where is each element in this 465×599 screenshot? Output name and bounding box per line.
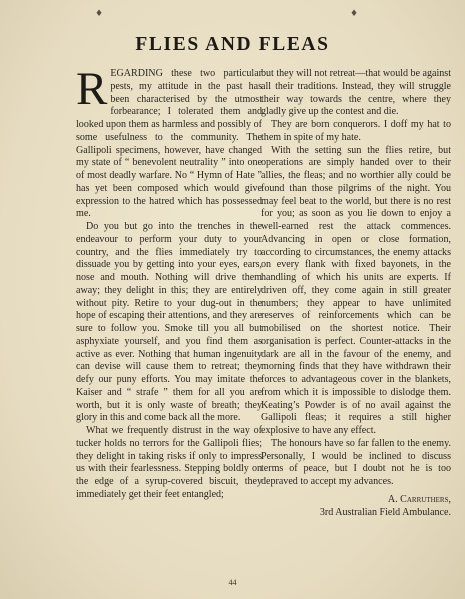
- paragraph: The honours have so far fallen to the enemy. Personally, I would be inclined to discuss terms of peace, but I doubt not he is too depraved to accept my advances.: [261, 437, 451, 487]
- article-title: FLIES AND FLEAS: [135, 34, 330, 55]
- right-column: [261, 68, 451, 519]
- paragraph: They are born conquerors. I doff my hat to them in spite of my hate.: [261, 119, 451, 143]
- ornament-diamond-icon: ♦: [350, 9, 359, 19]
- paragraph: Do you but go into the trenches in the endeavour to perform your duty to your country, and the flies immediately try to dissuade you by getting into your eyes, ears, nose and mouth. Nothing will drive them away; they delight in this; they are entirely without pity. Retire to your dug-out in the hope of escaping their attentions, and they are sure to follow you. Smoke till you all but asphyxiate yourself, and you find them as active as ever. Nothing that human ingenuity can devise will cause them to retreat; they defy our puny efforts. You may imitate the Kaiser and “ strafe ” them for all you are worth, but it is only waste of breath; they glory in this and come back all the more.: [76, 221, 262, 424]
- left-column: [76, 63, 262, 502]
- paragraph: [76, 63, 262, 221]
- drop-cap: R: [76, 63, 108, 115]
- paragraph: With the setting sun the flies retire, but operations are simply handed over to their allies, the fleas; and no worthier ally could be found than those pilgrims of the night. You may feel beat to the world, but there is no rest for you; as soon as you lie down to enjoy a well-earned rest the attack commences. Advancing in open or close formation, according to circumstances, the enemy attacks on every flank with fixed bayonets, in the handling of which his units are experts. If driven off, they come again in still greater numbers; they appear to have unlimited reserves of reinforcements which can be mobilised on the shortest notice. Their organisation is perfect. Counter-attacks in the dark are all in the favour of the enemy, and morning finds that they have withdrawn their forces to advantageous cover in the blankets, from which it is impossible to dislodge them. Keating’s Powder is of no avail against the Gallipoli fleas; it requires a still higher explosive to have any effect.: [261, 144, 451, 436]
- ornament-diamond-icon: ♦: [95, 9, 104, 19]
- paragraph: but they will not retreat—that would be against all their traditions. Instead, they will struggle their way towards the centre, where they gladly give up the contest and die.: [261, 68, 452, 118]
- paragraph: What we frequently distrust in the way of tucker holds no terrors for the Gallipoli flies; they delight in taking risks if only to impress us with their fearlessness. Stepping boldly on the edge of a syrup-covered biscuit, they immediately get their feet entangled;: [76, 425, 262, 500]
- paragraph-text: EGARDING these two particular pests, my attitude in the past has been characterised by the utmost forbearance; I tolerated them and looked upon them as harmless and possibly of some usefulness to the community. The Gallipoli specimens, however, have changed my state of “ benevolent neutrality ” into one of most deadly warfare. No “ Hymn of Hate ” has yet been composed which would give expression to the hatred which has possessed me.: [76, 68, 262, 220]
- author-unit: 3rd Australian Field Ambulance.: [319, 506, 451, 518]
- author-name: A. Carruthers,: [387, 493, 451, 505]
- page-number: 44: [228, 578, 237, 587]
